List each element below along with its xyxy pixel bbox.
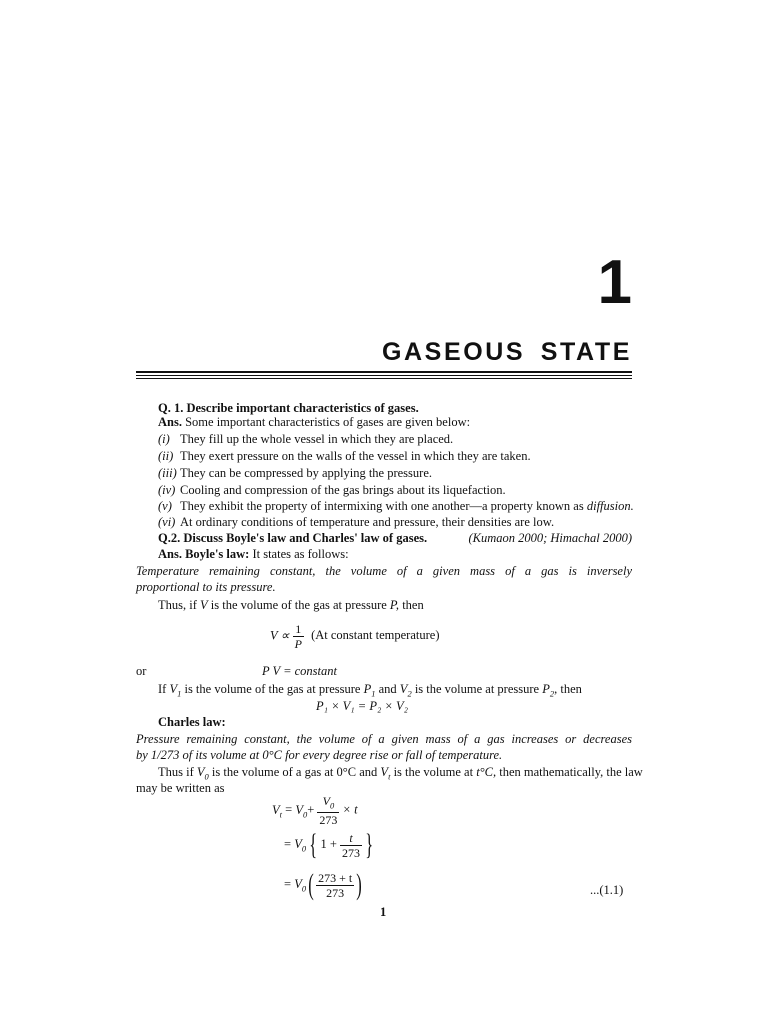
charles-label: Charles law: xyxy=(158,715,226,729)
equation-reference: ...(1.1) xyxy=(590,883,624,897)
or-label: or xyxy=(136,664,147,678)
list-item: (iv) Cooling and compression of the gas brings about its liquefaction. xyxy=(158,483,506,497)
list-item: (vi) At ordinary conditions of temperature and pressure, their densities are low. xyxy=(158,515,555,529)
q2-answer: Ans. Boyle's law: It states as follows: xyxy=(158,547,349,561)
q1-question: Q. 1. Describe important characteristics of gases. xyxy=(158,401,419,415)
q1-ans-intro: Some important characteristics of gases are given below: xyxy=(185,415,471,429)
equation-boyle-product: P₁ × V₁ = P₂ × V₂ xyxy=(316,699,408,713)
list-item: (v) They exhibit the property of intermixing with one another—a property known as diffusion. xyxy=(158,499,634,513)
equation-charles-1: $V_t = V_0+$ $\frac{V_0}{273}$ × t xyxy=(272,794,358,828)
equation-charles-2: = $V_0$ { 1 + $\frac{t}{273}$ } xyxy=(284,828,374,861)
title-rule-thin-2 xyxy=(136,378,632,379)
q2-source: (Kumaon 2000; Himachal 2000) xyxy=(468,531,632,545)
charles-thus: Thus if $V_0$ is the volume of a gas at 0°C and $V_t$ is the volume at t°C, then mathematically, the law xyxy=(158,765,643,782)
equation-pv-constant: P V = constant xyxy=(262,664,337,678)
q2-question-row xyxy=(158,530,632,547)
charles-statement-1: Pressure remaining constant, the volume of a given mass of a gas increases or decreases xyxy=(136,732,632,746)
boyle-statement-2: proportional to its pressure. xyxy=(136,580,276,594)
list-item: (i) They fill up the whole vessel in which they are placed. xyxy=(158,432,454,446)
charles-statement-2: by 1/273 of its volume at 0°C for every degree rise or fall of temperature. xyxy=(136,748,503,762)
if-line: If $V_1$ is the volume of the gas at pressure $P_1$ and $V_2$ is the volume at pressure $P_2$, then xyxy=(158,682,582,699)
list-item: (ii) They exert pressure on the walls of the vessel in which they are taken. xyxy=(158,449,531,463)
title-rule-thick xyxy=(136,371,632,373)
chapter-number: 1 xyxy=(597,248,632,317)
list-item: (iii) They can be compressed by applying the pressure. xyxy=(158,466,433,480)
q2-question: Q.2. Discuss Boyle's law and Charles' law of gases. xyxy=(158,531,428,545)
q1-answer xyxy=(158,414,470,431)
title-rule-thin xyxy=(136,375,632,376)
boyle-thus: Thus, if V is the volume of the gas at pressure P, then xyxy=(158,598,424,612)
charles-thus-2: may be written as xyxy=(136,781,225,795)
boyle-statement-1: Temperature remaining constant, the volume of a given mass of a gas is inversely xyxy=(136,564,632,578)
q1-ans-label: Ans. xyxy=(158,415,182,429)
equation-boyle-proportional: V ∝ $\frac{1}{P}$ (At constant temperature) xyxy=(270,622,440,651)
equation-charles-3: = $V_0$( $\frac{273 + t}{273}$ ) xyxy=(284,868,362,901)
chapter-title: GASEOUS STATE xyxy=(381,338,632,366)
page-number: 1 xyxy=(380,905,387,919)
